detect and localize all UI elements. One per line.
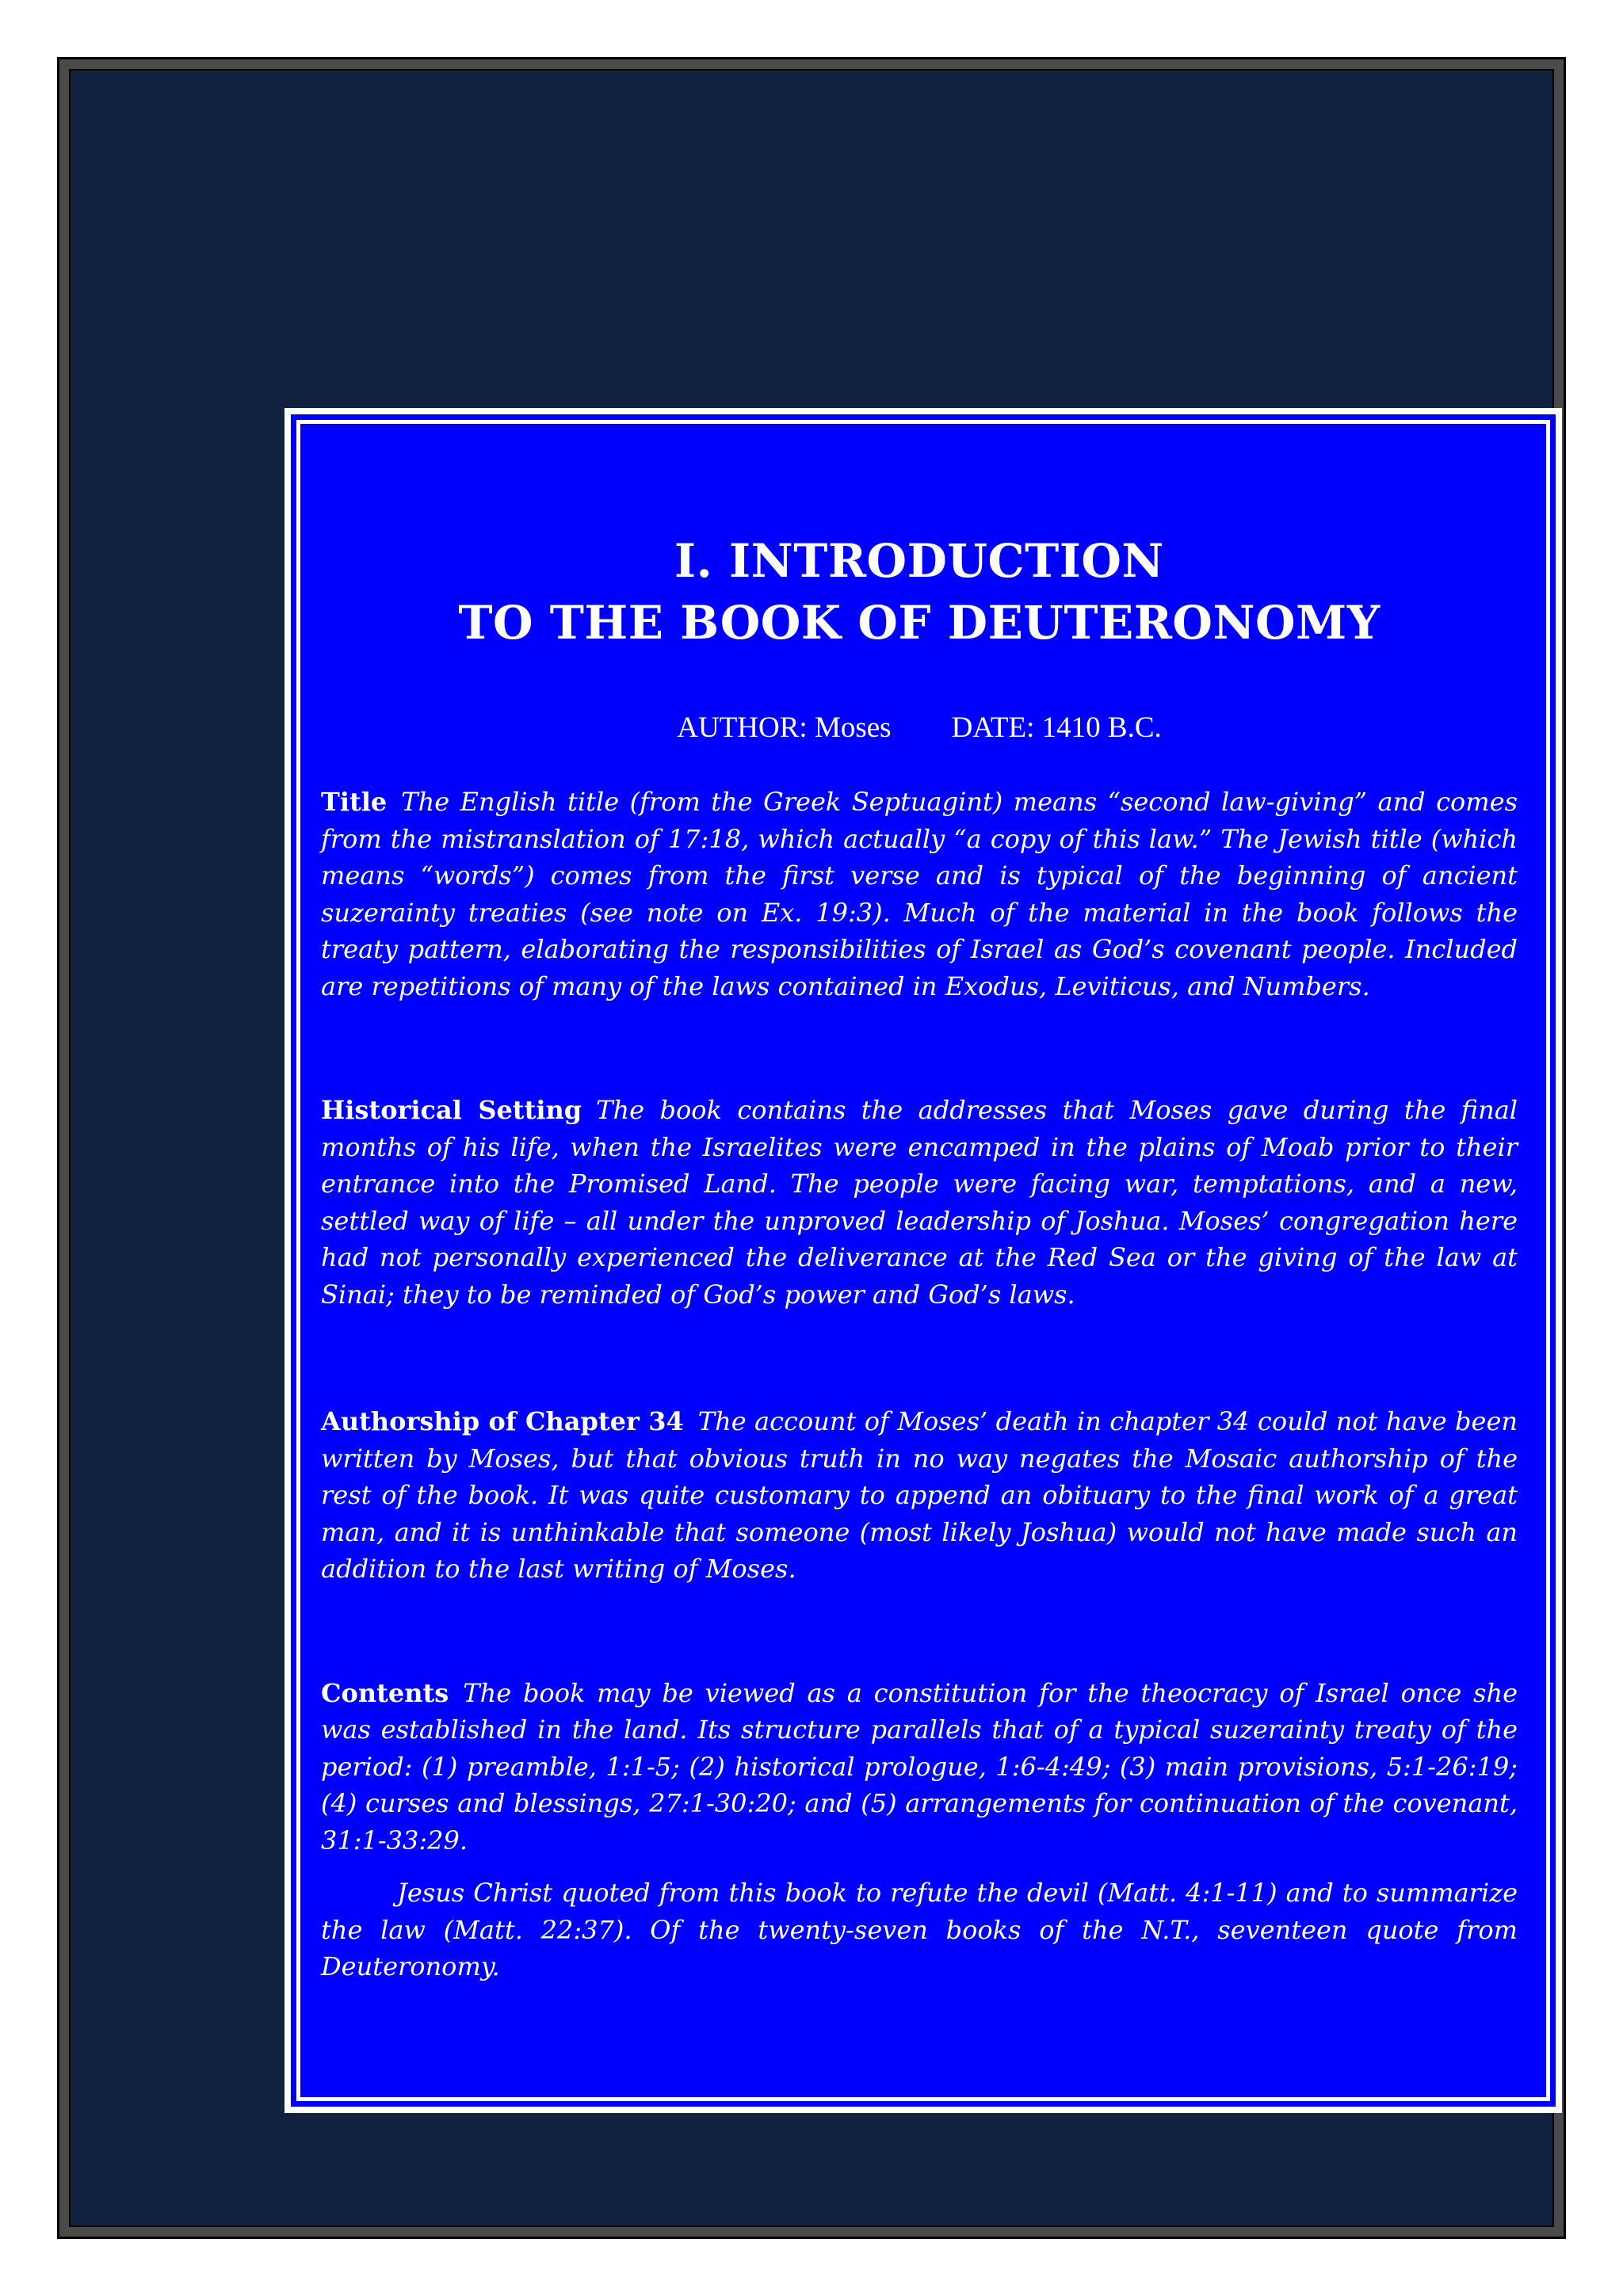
author-date-row <box>321 711 1518 746</box>
title-line-2: TO THE BOOK OF DEUTERONOMY <box>458 596 1381 650</box>
content-panel-inner <box>291 414 1556 2107</box>
page-frame <box>57 57 1566 2239</box>
section-body: The account of Moses’ death in chapter 34 could not have been written by Moses, but that obvious truth in no way negates the Mosaic authorship of the rest of the book. It was quite customary to append an obituary to the final work of a great man, and it is unthinkable that someone (most likely Joshua) would not have made such an addition to the last writing of Moses. <box>321 1406 1518 1584</box>
content-panel-body <box>296 420 1550 2101</box>
page-title <box>321 530 1518 654</box>
title-line-1: I. INTRODUCTION <box>674 534 1164 588</box>
author-label: AUTHOR: Moses <box>677 711 892 744</box>
section-body: The English title (from the Greek Septuagint) means “second law-giving” and comes from the mistranslation of 17:18, which actually “a copy of this law.” The Jewish title (which means “words”) comes from the first verse and is typical of the beginning of ancient suzerainty treaties (see note on Ex. 19:3). Much of the material in the book follows the treaty pattern, elaborating the responsibilities of Israel as God’s covenant people. Included are repetitions of many of the laws contained in Exodus, Leviticus, and Numbers. <box>321 787 1518 1001</box>
closing-paragraph-text: Jesus Christ quoted from this book to refute the devil (Matt. 4:1-11) and to summarize the law (Matt. 22:37). Of the twenty-seven books of the N.T., seventeen quote from Deuteronomy. <box>321 1878 1518 1981</box>
section-contents <box>321 1675 1518 1859</box>
dark-navy-background <box>69 69 1554 2227</box>
section-body: The book may be viewed as a constitution for the theocracy of Israel once she was established in the land. Its structure parallels that of a typical suzerainty treaty of the period: (1) preamble, 1:1-5; (2) historical prologue, 1:6-4:49; (3) main provisions, 5:1-26:19; (4) curses and blessings, 27:1-30:20; and (5) arrangements for continuation of the covenant, 31:1-33:29. <box>321 1677 1518 1855</box>
date-label: DATE: 1410 B.C. <box>951 711 1162 744</box>
section-title <box>321 784 1518 1005</box>
section-historical-setting <box>321 1092 1518 1313</box>
content-panel <box>285 408 1562 2113</box>
section-heading: Title <box>321 787 388 817</box>
section-authorship <box>321 1403 1518 1588</box>
closing-paragraph <box>321 1875 1518 1985</box>
section-body: The book contains the addresses that Moses gave during the final months of his life, when the Israelites were encamped in the plains of Moab prior to their entrance into the Promised Land. The people were facing war, temptations, and a new, settled way of life – all under the unproved leadership of Joshua. Moses’ congregation here had not personally experienced the deliverance at the Red Sea or the giving of the law at Sinai; they to be reminded of God’s power and God’s laws. <box>321 1095 1518 1310</box>
section-heading: Historical Setting <box>321 1095 582 1125</box>
section-heading: Authorship of Chapter 34 <box>321 1406 684 1436</box>
section-heading: Contents <box>321 1677 449 1708</box>
